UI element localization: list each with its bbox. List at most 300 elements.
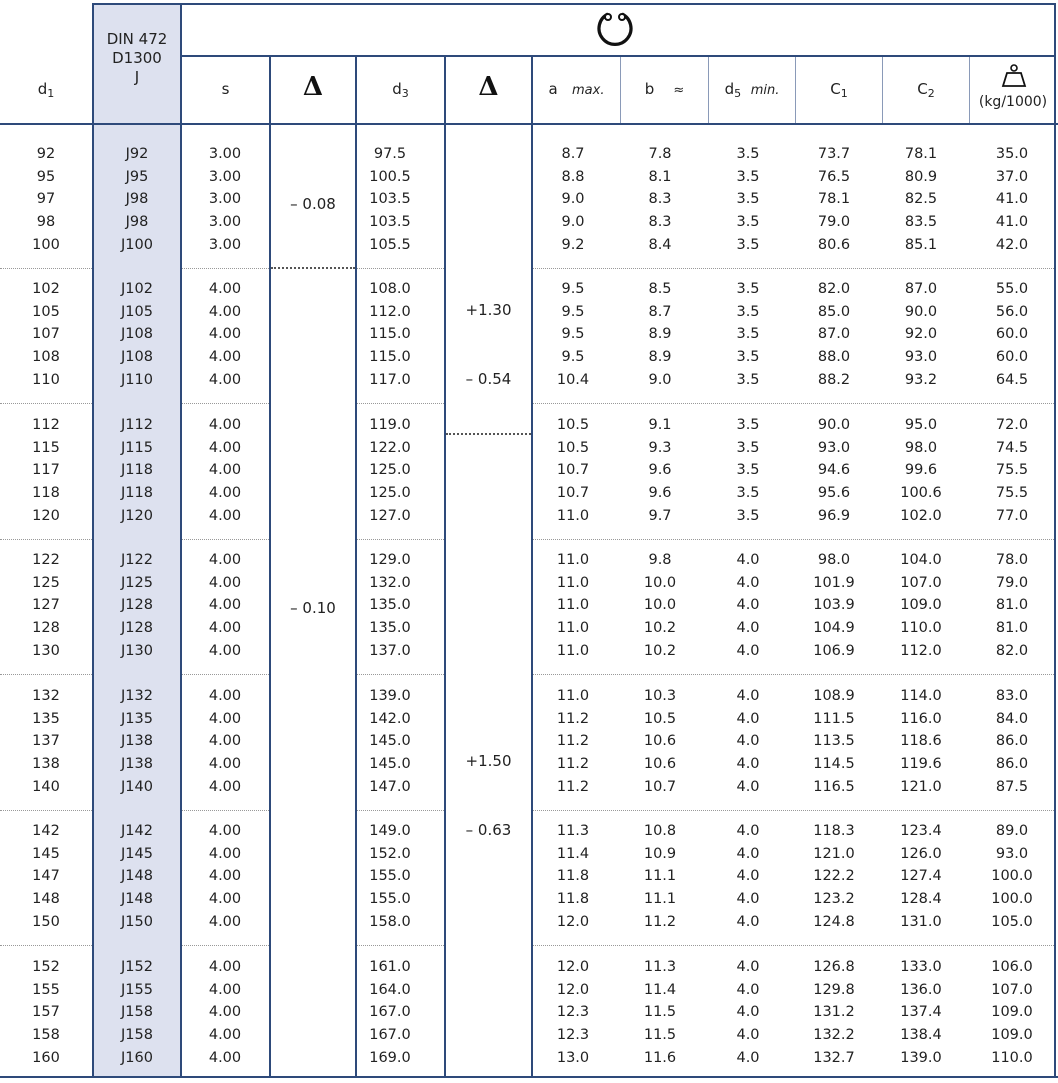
cell-s: 4.00 [208, 733, 242, 750]
cell-d5-min: 4.0 [736, 642, 760, 659]
cell-c2: 121.0 [900, 778, 942, 795]
d1-header: $d_1$ [37, 80, 55, 100]
cell-c2: 136.0 [900, 981, 942, 998]
cell-d5-min: 4.0 [736, 1027, 760, 1044]
cell-d5-min: 3.5 [736, 191, 760, 208]
cell-weight: 35.0 [995, 146, 1029, 162]
cell-d3: 167.0 [369, 1027, 411, 1044]
cell-din: J148 [121, 891, 153, 908]
cell-c2: 104.0 [900, 552, 942, 568]
cell-din: J120 [121, 507, 153, 524]
cell-c1: 93.0 [817, 439, 851, 456]
cell-d1: 105 [32, 303, 60, 320]
cell-b: 10.5 [643, 710, 677, 727]
cell-s: 4.00 [208, 552, 242, 568]
cell-d5-min: 3.5 [736, 146, 760, 162]
cell-d3: 149.0 [369, 823, 411, 839]
cell-d3: 155.0 [369, 868, 411, 885]
cell-a-max: 9.0 [561, 191, 585, 208]
cell-weight: 107.0 [991, 981, 1033, 998]
cell-d1: 152 [32, 959, 60, 975]
cell-d1: 97 [36, 191, 56, 208]
cell-b: 8.3 [648, 191, 672, 208]
cell-weight: 110.0 [991, 1049, 1033, 1066]
cell-s: 4.00 [208, 981, 242, 998]
cell-d3: 103.5 [369, 191, 411, 208]
cell-d3: 97.5 [373, 146, 407, 162]
cell-din: J98 [125, 191, 149, 208]
cell-c2: 100.6 [900, 485, 942, 502]
header-icon-divider [180, 55, 1054, 57]
cell-d5-min: 3.5 [736, 439, 760, 456]
group-separator [533, 674, 1054, 675]
weight-icon [1001, 64, 1027, 88]
cell-s: 3.00 [208, 191, 242, 208]
cell-a-max: 11.3 [556, 823, 590, 839]
cell-c1: 90.0 [817, 417, 851, 433]
cell-c2: 98.0 [904, 439, 938, 456]
cell-c2: 138.4 [900, 1027, 942, 1044]
cell-weight: 100.0 [991, 868, 1033, 885]
cell-c1: 124.8 [813, 913, 855, 930]
s-header: s [221, 80, 230, 98]
cell-din: J160 [121, 1049, 153, 1066]
cell-a-max: 11.8 [556, 868, 590, 885]
cell-din: J140 [121, 778, 153, 795]
cell-din: J150 [121, 913, 153, 930]
cell-b: 11.1 [643, 868, 677, 885]
cell-d3: 100.5 [369, 168, 411, 185]
cell-c1: 108.9 [813, 688, 855, 704]
cell-c2: 92.0 [904, 326, 938, 343]
cell-d5-min: 4.0 [736, 552, 760, 568]
cell-d5-min: 3.5 [736, 371, 760, 388]
cell-c1: 78.1 [817, 191, 851, 208]
cell-s: 4.00 [208, 597, 242, 614]
cell-a-max: 11.2 [556, 756, 590, 773]
cell-d5-min: 3.5 [736, 326, 760, 343]
cell-c2: 83.5 [904, 214, 938, 231]
cell-b: 11.2 [643, 913, 677, 930]
cell-d3: 169.0 [369, 1049, 411, 1066]
cell-b: 8.4 [648, 236, 672, 253]
cell-s: 4.00 [208, 1027, 242, 1044]
cell-c2: 93.0 [904, 349, 938, 366]
cell-d1: 92 [36, 146, 56, 162]
table-bottom-border [0, 1076, 1058, 1078]
cell-b: 10.6 [643, 733, 677, 750]
cell-d1: 110 [32, 371, 60, 388]
cell-c1: 123.2 [813, 891, 855, 908]
cell-b: 8.7 [648, 303, 672, 320]
cell-din: J115 [121, 439, 153, 456]
cell-weight: 86.0 [995, 733, 1029, 750]
cell-c1: 114.5 [813, 756, 855, 773]
cell-s: 3.00 [208, 146, 242, 162]
cell-weight: 79.0 [995, 574, 1029, 591]
cell-d3: 137.0 [369, 642, 411, 659]
cell-c1: 116.5 [813, 778, 855, 795]
cell-c2: 116.0 [900, 710, 942, 727]
cell-a-max: 11.0 [556, 642, 590, 659]
cell-s: 4.00 [208, 574, 242, 591]
cell-weight: 89.0 [995, 823, 1029, 839]
cell-a-max: 9.5 [561, 303, 585, 320]
cell-b: 10.7 [643, 778, 677, 795]
cell-b: 11.6 [643, 1049, 677, 1066]
cell-d5-min: 4.0 [736, 733, 760, 750]
cell-c2: 133.0 [900, 959, 942, 975]
cell-d1: 107 [32, 326, 60, 343]
cell-a-max: 11.0 [556, 552, 590, 568]
group-separator [357, 945, 444, 946]
group-separator [357, 810, 444, 811]
group-separator [182, 403, 269, 404]
cell-d3: 155.0 [369, 891, 411, 908]
cell-a-max: 12.0 [556, 981, 590, 998]
cell-b: 10.9 [643, 845, 677, 862]
cell-a-max: 11.4 [556, 845, 590, 862]
cell-d3: 135.0 [369, 597, 411, 614]
cell-c1: 96.9 [817, 507, 851, 524]
cell-d1: 148 [32, 891, 60, 908]
cell-d5-min: 3.5 [736, 507, 760, 524]
cell-c2: 109.0 [900, 597, 942, 614]
cell-d1: 128 [32, 620, 60, 637]
cell-s: 4.00 [208, 507, 242, 524]
cell-d5-min: 3.5 [736, 303, 760, 320]
cell-s: 4.00 [208, 620, 242, 637]
group-separator [182, 945, 269, 946]
cell-d5-min: 3.5 [736, 168, 760, 185]
cell-b: 8.1 [648, 168, 672, 185]
group-separator [533, 945, 1054, 946]
cell-d3: 135.0 [369, 620, 411, 637]
cell-weight: 37.0 [995, 168, 1029, 185]
cell-c1: 76.5 [817, 168, 851, 185]
cell-weight: 55.0 [995, 281, 1029, 297]
cell-din: J152 [121, 959, 153, 975]
cell-b: 11.5 [643, 1027, 677, 1044]
circlip-ring-icon [594, 8, 636, 52]
cell-c2: 110.0 [900, 620, 942, 637]
group-separator [0, 539, 92, 540]
cell-d3: 161.0 [369, 959, 411, 975]
cell-weight: 41.0 [995, 191, 1029, 208]
cell-c2: 126.0 [900, 845, 942, 862]
cell-c1: 87.0 [817, 326, 851, 343]
d3-tolerance-group2: +1.50 – 0.63 [465, 752, 512, 839]
table-right-border [1054, 3, 1056, 1078]
cell-c1: 94.6 [817, 462, 851, 479]
cell-d5-min: 4.0 [736, 1004, 760, 1021]
cell-weight: 86.0 [995, 756, 1029, 773]
cell-b: 11.1 [643, 891, 677, 908]
cell-s: 4.00 [208, 281, 242, 297]
cell-d3: 103.5 [369, 214, 411, 231]
cell-d3: 145.0 [369, 756, 411, 773]
cell-a-max: 11.2 [556, 733, 590, 750]
a-header: a max. [548, 80, 605, 98]
cell-a-max: 10.5 [556, 439, 590, 456]
group-separator [0, 268, 92, 269]
cell-s: 4.00 [208, 326, 242, 343]
group-separator [182, 539, 269, 540]
cell-d5-min: 4.0 [736, 597, 760, 614]
din-header: DIN 472 D1300 J [106, 30, 168, 86]
cell-d1: 108 [32, 349, 60, 366]
cell-s: 4.00 [208, 710, 242, 727]
cell-c2: 112.0 [900, 642, 942, 659]
header-bottom-border [0, 123, 1058, 125]
cell-d1: 130 [32, 642, 60, 659]
cell-a-max: 8.8 [561, 168, 585, 185]
cell-c1: 118.3 [813, 823, 855, 839]
cell-d3: 105.5 [369, 236, 411, 253]
cell-c2: 123.4 [900, 823, 942, 839]
cell-b: 8.9 [648, 326, 672, 343]
cell-b: 8.5 [648, 281, 672, 297]
weight-unit-header: (kg/1000) [978, 94, 1048, 110]
cell-c2: 118.6 [900, 733, 942, 750]
cell-din: J138 [121, 733, 153, 750]
cell-din: J125 [121, 574, 153, 591]
cell-din: J118 [121, 485, 153, 502]
cell-d5-min: 3.5 [736, 417, 760, 433]
cell-din: J122 [121, 552, 153, 568]
cell-d3: 158.0 [369, 913, 411, 930]
cell-c1: 131.2 [813, 1004, 855, 1021]
cell-s: 4.00 [208, 642, 242, 659]
cell-din: J100 [121, 236, 153, 253]
c1-header: $C_1$ [830, 80, 848, 100]
cell-c1: 98.0 [817, 552, 851, 568]
cell-d3: 125.0 [369, 485, 411, 502]
cell-a-max: 12.0 [556, 913, 590, 930]
cell-s: 3.00 [208, 214, 242, 231]
cell-din: J108 [121, 349, 153, 366]
cell-d3: 142.0 [369, 710, 411, 727]
cell-a-max: 10.4 [556, 371, 590, 388]
cell-a-max: 9.5 [561, 326, 585, 343]
cell-d1: 102 [32, 281, 60, 297]
cell-d3: 112.0 [369, 303, 411, 320]
cell-d3: 125.0 [369, 462, 411, 479]
cell-s: 4.00 [208, 959, 242, 975]
cell-weight: 106.0 [991, 959, 1033, 975]
cell-s: 4.00 [208, 349, 242, 366]
s-tolerance-group1: – 0.08 [290, 195, 336, 213]
cell-a-max: 10.7 [556, 485, 590, 502]
d3-tolerance-group1: +1.30 – 0.54 [465, 301, 512, 388]
cell-d1: 112 [32, 417, 60, 433]
cell-a-max: 11.2 [556, 710, 590, 727]
cell-s: 4.00 [208, 462, 242, 479]
cell-weight: 109.0 [991, 1004, 1033, 1021]
cell-weight: 84.0 [995, 710, 1029, 727]
cell-din: J112 [121, 417, 153, 433]
cell-s: 4.00 [208, 891, 242, 908]
cell-d3: 127.0 [369, 507, 411, 524]
cell-a-max: 9.2 [561, 236, 585, 253]
group-separator [533, 810, 1054, 811]
cell-d5-min: 4.0 [736, 756, 760, 773]
b-header: b ≈ [644, 80, 685, 98]
cell-d1: 115 [32, 439, 60, 456]
cell-weight: 64.5 [995, 371, 1029, 388]
cell-a-max: 8.7 [561, 146, 585, 162]
cell-a-max: 11.0 [556, 574, 590, 591]
cell-din: J105 [121, 303, 153, 320]
d3-header: $d_3$ [392, 80, 409, 100]
cell-c1: 111.5 [813, 710, 855, 727]
cell-s: 4.00 [208, 845, 242, 862]
group-separator [357, 674, 444, 675]
cell-d3: 152.0 [369, 845, 411, 862]
delta-d3-header: Δ [478, 72, 499, 102]
cell-d3: 115.0 [369, 349, 411, 366]
cell-b: 10.0 [643, 574, 677, 591]
delta-s-header: Δ [302, 72, 324, 102]
cell-b: 10.2 [643, 620, 677, 637]
cell-d5-min: 3.5 [736, 485, 760, 502]
cell-din: J118 [121, 462, 153, 479]
cell-d1: 125 [32, 574, 60, 591]
cell-c2: 87.0 [904, 281, 938, 297]
cell-a-max: 11.0 [556, 620, 590, 637]
cell-c2: 99.6 [904, 462, 938, 479]
cell-s: 4.00 [208, 371, 242, 388]
cell-din: J128 [121, 620, 153, 637]
cell-a-max: 11.0 [556, 597, 590, 614]
cell-d3: 129.0 [369, 552, 411, 568]
cell-din: J148 [121, 868, 153, 885]
cell-din: J138 [121, 756, 153, 773]
cell-d5-min: 3.5 [736, 462, 760, 479]
cell-b: 10.6 [643, 756, 677, 773]
cell-d1: 155 [32, 981, 60, 998]
group-separator [0, 674, 92, 675]
group-separator [0, 810, 92, 811]
cell-din: J158 [121, 1027, 153, 1044]
cell-c1: 132.2 [813, 1027, 855, 1044]
cell-weight: 100.0 [991, 891, 1033, 908]
cell-weight: 60.0 [995, 326, 1029, 343]
cell-c2: 128.4 [900, 891, 942, 908]
cell-d5-min: 3.5 [736, 236, 760, 253]
cell-d1: 140 [32, 778, 60, 795]
cell-d3: 164.0 [369, 981, 411, 998]
cell-d1: 137 [32, 733, 60, 750]
cell-din: J102 [121, 281, 153, 297]
cell-d3: 132.0 [369, 574, 411, 591]
cell-c2: 114.0 [900, 688, 942, 704]
d5-header: $d_5$ min. [724, 80, 780, 100]
cell-weight: 75.5 [995, 462, 1029, 479]
cell-din: J95 [125, 168, 149, 185]
cell-d5-min: 4.0 [736, 868, 760, 885]
cell-c1: 88.0 [817, 349, 851, 366]
cell-d1: 118 [32, 485, 60, 502]
cell-c1: 82.0 [817, 281, 851, 297]
cell-b: 9.7 [648, 507, 672, 524]
cell-weight: 74.5 [995, 439, 1029, 456]
cell-d1: 138 [32, 756, 60, 773]
s-tolerance-divider [271, 267, 355, 269]
cell-din: J98 [125, 214, 149, 231]
cell-d3: 108.0 [369, 281, 411, 297]
cell-d5-min: 3.5 [736, 349, 760, 366]
group-separator [0, 403, 92, 404]
din-left-border [92, 3, 94, 1078]
cell-a-max: 10.7 [556, 462, 590, 479]
cell-a-max: 11.2 [556, 778, 590, 795]
cell-a-max: 10.5 [556, 417, 590, 433]
cell-din: J155 [121, 981, 153, 998]
cell-din: J108 [121, 326, 153, 343]
cell-c2: 93.2 [904, 371, 938, 388]
cell-d5-min: 4.0 [736, 981, 760, 998]
cell-weight: 109.0 [991, 1027, 1033, 1044]
cell-d3: 117.0 [369, 371, 411, 388]
group-separator [357, 268, 444, 269]
cell-a-max: 11.0 [556, 688, 590, 704]
cell-c2: 127.4 [900, 868, 942, 885]
cell-d1: 98 [36, 214, 56, 231]
group-separator [533, 539, 1054, 540]
cell-din: J110 [121, 371, 153, 388]
cell-d3: 115.0 [369, 326, 411, 343]
cell-c1: 85.0 [817, 303, 851, 320]
cell-din: J92 [125, 146, 149, 162]
cell-d1: 135 [32, 710, 60, 727]
cell-s: 4.00 [208, 756, 242, 773]
cell-d1: 160 [32, 1049, 60, 1066]
group-separator [357, 539, 444, 540]
cell-b: 10.0 [643, 597, 677, 614]
cell-a-max: 9.5 [561, 281, 585, 297]
cell-d1: 95 [36, 168, 56, 185]
cell-d1: 120 [32, 507, 60, 524]
cell-d1: 150 [32, 913, 60, 930]
cell-c1: 113.5 [813, 733, 855, 750]
cell-d1: 122 [32, 552, 60, 568]
cell-d3: 122.0 [369, 439, 411, 456]
cell-weight: 42.0 [995, 236, 1029, 253]
cell-din: J145 [121, 845, 153, 862]
cell-din: J142 [121, 823, 153, 839]
cell-d5-min: 3.5 [736, 281, 760, 297]
cell-d3: 139.0 [369, 688, 411, 704]
cell-d1: 157 [32, 1004, 60, 1021]
cell-c1: 126.8 [813, 959, 855, 975]
cell-b: 8.3 [648, 214, 672, 231]
cell-d5-min: 4.0 [736, 891, 760, 908]
cell-weight: 105.0 [991, 913, 1033, 930]
cell-c2: 139.0 [900, 1049, 942, 1066]
cell-d5-min: 4.0 [736, 913, 760, 930]
delta2-left-border [444, 55, 446, 1078]
group-separator [533, 268, 1054, 269]
cell-weight: 82.0 [995, 642, 1029, 659]
cell-c1: 121.0 [813, 845, 855, 862]
cell-a-max: 9.5 [561, 349, 585, 366]
cell-d1: 142 [32, 823, 60, 839]
cell-d1: 117 [32, 462, 60, 479]
cell-c2: 78.1 [904, 146, 938, 162]
cell-c2: 95.0 [904, 417, 938, 433]
cell-b: 9.6 [648, 462, 672, 479]
